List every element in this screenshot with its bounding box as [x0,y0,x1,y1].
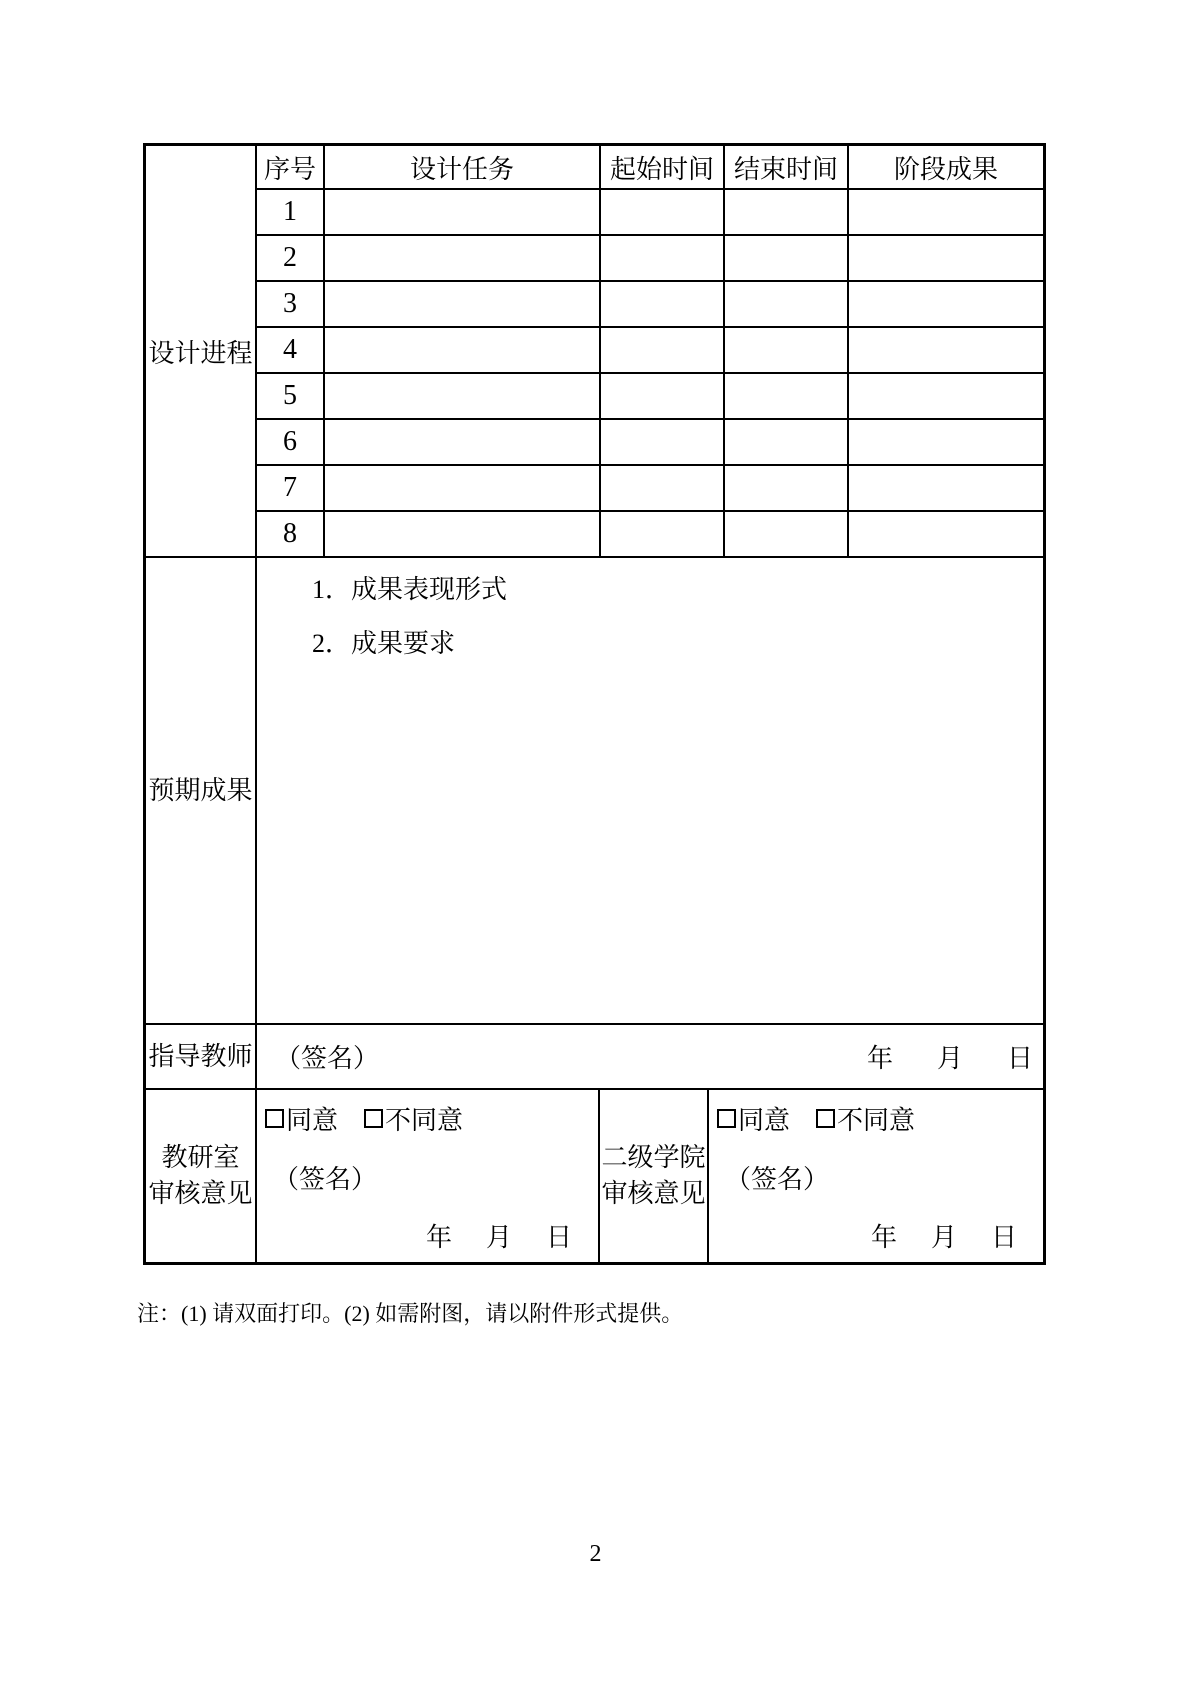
header-cell-end-time: 结束时间 [723,146,847,188]
stage-result-cell [847,326,1043,372]
end-time-cell [723,418,847,464]
row-number: 5 [255,372,323,418]
dept-review-options [265,1100,580,1137]
task-cell [323,280,599,326]
start-time-cell [599,418,723,464]
month-label: 月 [936,1044,963,1073]
row-number: 2 [255,234,323,280]
advisor-signature-cell [255,1025,1043,1088]
college-review-options [717,1100,1025,1137]
start-time-cell [599,280,723,326]
year-label: 年 [866,1044,893,1073]
stage-result-cell [847,418,1043,464]
expected-item-form: 1．成果表现形式 [312,575,508,604]
footnote: 注：(1) 请双面打印。(2) 如需附图，请以附件形式提供。 [137,1301,684,1326]
dept-review-label-line2: 审核意见 [148,1179,253,1208]
end-time-cell [723,510,847,556]
expected-results-content [255,558,1043,1023]
dept-review-label [146,1090,255,1262]
end-time-cell [723,188,847,234]
disagree-checkbox[interactable] [816,1109,835,1128]
year-label: 年 [870,1223,897,1252]
stage-result-cell [847,372,1043,418]
page-number: 2 [589,1541,602,1567]
disagree-checkbox[interactable] [364,1109,383,1128]
college-review-label-line2: 审核意见 [601,1179,706,1208]
agree-checkbox[interactable] [265,1109,284,1128]
date-fields [871,1217,1025,1254]
signature-label: （签名） [725,1164,830,1194]
agree-label: 同意 [286,1106,339,1135]
task-cell [323,372,599,418]
task-cell [323,418,599,464]
task-cell [323,234,599,280]
start-time-cell [599,234,723,280]
dept-disagree-option [364,1100,463,1137]
dept-review-content [255,1090,598,1262]
expected-results-label: 预期成果 [148,775,253,805]
task-cell [323,510,599,556]
form-table [143,143,1046,1265]
date-fields [867,1038,1033,1075]
dept-review-label-line1: 教研室 [161,1143,240,1172]
agree-label: 同意 [738,1106,791,1135]
task-cell [323,188,599,234]
dept-agree-option [265,1100,338,1137]
row-number: 3 [255,280,323,326]
signature-label: （签名） [275,1044,380,1073]
row-number: 6 [255,418,323,464]
date-fields [426,1217,580,1254]
college-disagree-option [816,1100,915,1137]
college-review-label [598,1090,707,1262]
row-number: 8 [255,510,323,556]
college-review-content [707,1090,1043,1262]
stage-result-cell [847,280,1043,326]
end-time-cell [723,464,847,510]
stage-result-cell [847,188,1043,234]
day-label: 日 [990,1223,1017,1252]
stage-result-cell [847,234,1043,280]
row-number: 1 [255,188,323,234]
start-time-cell [599,372,723,418]
header-cell-task: 设计任务 [323,146,599,188]
header-cell-start-time: 起始时间 [599,146,723,188]
disagree-label: 不同意 [385,1106,464,1135]
month-label: 月 [930,1223,957,1252]
header-cell-seq: 序号 [255,146,323,188]
advisor-section [146,1023,1043,1088]
day-label: 日 [1006,1044,1033,1073]
design-progress-label: 设计进程 [148,338,253,368]
expected-results-section [146,556,1043,1023]
advisor-label: 指导教师 [148,1041,253,1071]
start-time-cell [599,510,723,556]
task-cell [323,464,599,510]
row-number: 4 [255,326,323,372]
month-label: 月 [485,1223,512,1252]
end-time-cell [723,372,847,418]
start-time-cell [599,188,723,234]
college-review-label-line1: 二级学院 [601,1143,706,1172]
stage-result-cell [847,510,1043,556]
end-time-cell [723,234,847,280]
expected-item-requirement: 2．成果要求 [312,629,456,658]
design-progress-section [146,146,1043,556]
stage-result-cell [847,464,1043,510]
task-cell [323,326,599,372]
start-time-cell [599,464,723,510]
year-label: 年 [425,1223,452,1252]
header-cell-stage-result: 阶段成果 [847,146,1043,188]
row-number: 7 [255,464,323,510]
review-section [146,1088,1043,1262]
end-time-cell [723,280,847,326]
disagree-label: 不同意 [837,1106,916,1135]
signature-label: （签名） [273,1164,378,1194]
start-time-cell [599,326,723,372]
end-time-cell [723,326,847,372]
day-label: 日 [545,1223,572,1252]
agree-checkbox[interactable] [717,1109,736,1128]
college-agree-option [717,1100,790,1137]
